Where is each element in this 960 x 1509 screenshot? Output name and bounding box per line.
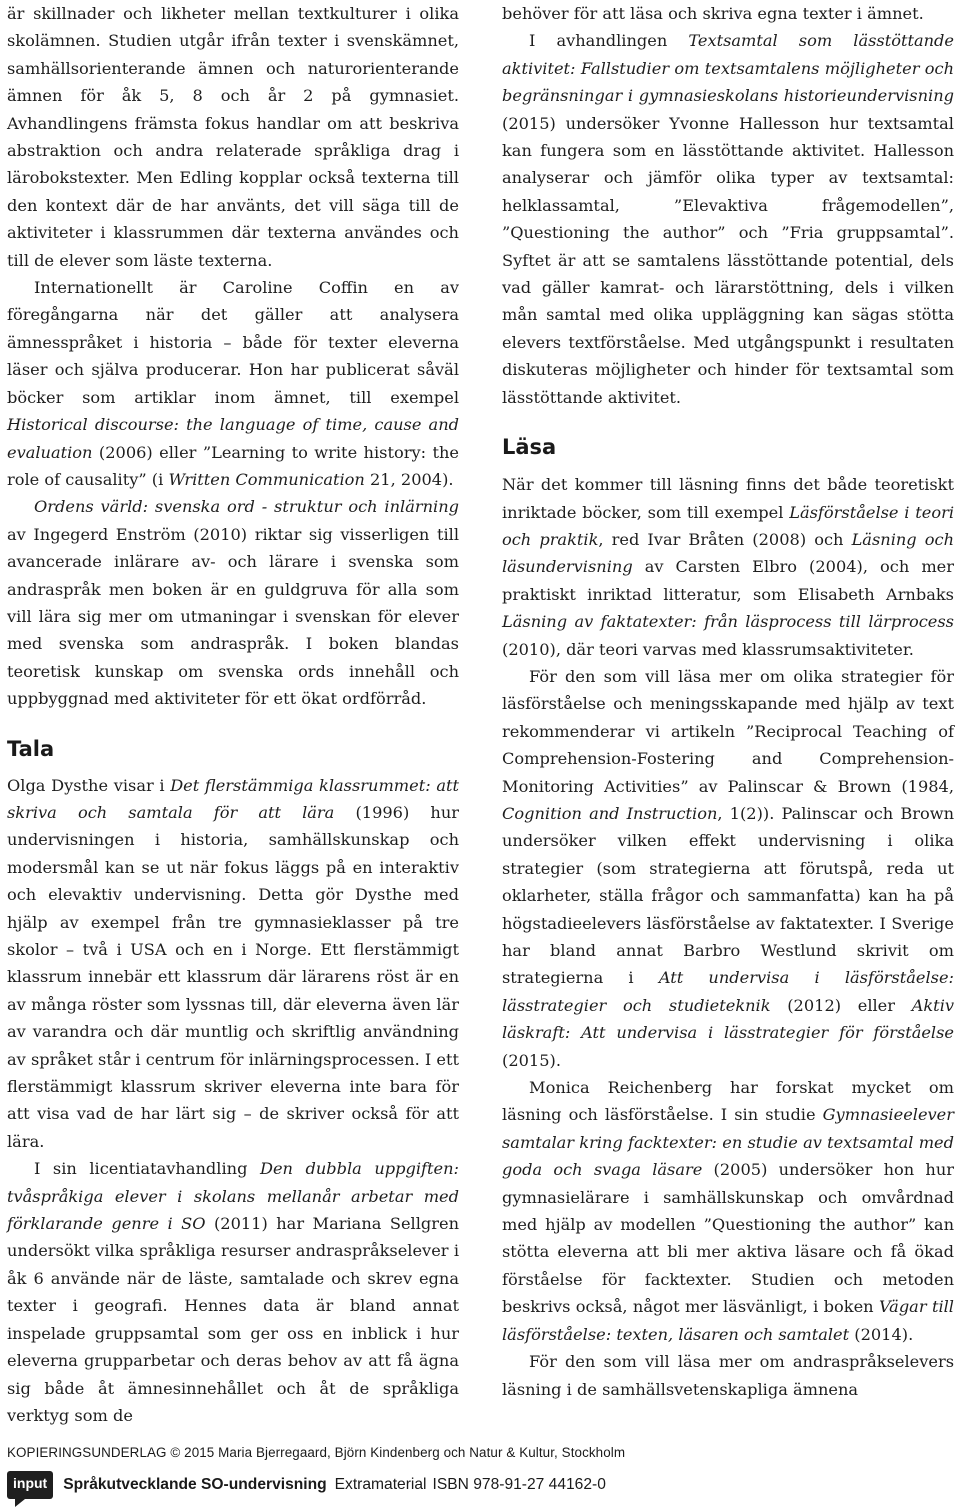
book-title: Att undervisa i läsförståelse: lässtrategier och studieteknik bbox=[502, 968, 954, 1015]
book-title: Läsning av faktatexter: från läsprocess till lärprocess bbox=[502, 612, 954, 632]
book-title: Den dubbla uppgiften: tvåspråkiga elever i skolans mellanår arbetar med förklarande genre i SO bbox=[7, 1159, 459, 1234]
right-column bbox=[502, 0, 954, 1403]
book-title: Ordens värld: svenska ord - struktur och inlärning bbox=[34, 497, 459, 517]
journal-title: Written Communication bbox=[168, 469, 365, 489]
paragraph-dysthe: Olga Dysthe visar i Det flerstämmiga klassrummet: att skriva och samtala för att lära (1996) hur undervisningen i historia, samhällskunskap och modersmål kan se ut när fokus läggs på en interaktiv och elevaktiv undervisning. Detta gör Dysthe med hjälp av exempel från tre gymnasieklasser på tre skolor – två i USA och en i Norge. Ett flerstämmigt klassrum innebär ett klassrum där lärarens röst är en av många röster som lyssnas till, där eleverna även lär av varandra och där muntlig och skriftlig användning av språket står i centrum för inlärningsprocessen. I ett flerstämmigt klassrum skriver eleverna inte bara för att visa vad de har lärt sig – de skriver också för att lära. bbox=[7, 775, 459, 1151]
journal-title: Cognition and Instruction bbox=[502, 803, 718, 823]
paragraph-sellgren: I sin licentiatavhandling Den dubbla uppgiften: tvåspråkiga elever i skolans mellanår arbetar med förklarande genre i SO (2011) har Mariana Sellgren undersökt vilka språkliga resurser andraspråkselever i åk 6 använde när de läste, samtalade och skrev egna texter i geografi. Hennes data är bland annat inspelade gruppsamtal som ger oss en inblick i hur eleverna grupparbetar och deras behov av att få ägna sig både åt ämnesinnehållet och åt de språkliga verktyg som de bbox=[7, 1159, 459, 1425]
paragraph-hallesson: I avhandlingen Textsamtal som lässtöttande aktivitet: Fallstudier om textsamtalens möjligheter och begränsningar i gymnasieskolans historieundervisning (2015) undersöker Yvonne Hallesson hur textsamtal kan fungera som en lässtöttande aktivitet. Hallesson analyserar och jämför olika typer av textsamtal: helklassamtal, ”Elevaktiva frågemodellen”, ”Questioning the author” och ”Fria gruppsamtal”. Syftet är att se samtalens lässtöttande potential, dels vad gäller kamrat- och lärarstöttning, dels i vilken mån samtal med olika uppläggning kan sägas stötta elevers textförståelse. Med utgångspunkt i resultaten diskuteras möjligheter och hinder för textsamtal som lässtöttande aktivitet. bbox=[502, 31, 954, 407]
book-title: Gymnasieelever samtalar kring facktexter: en studie av textsamtal med goda och svaga läsare bbox=[502, 1105, 954, 1180]
book-title: Läsning och läsundervisning bbox=[502, 529, 954, 577]
paragraph-reichenberg: Monica Reichenberg har forskat mycket om läsning och läsförståelse. I sin studie Gymnasieelever samtalar kring facktexter: en studie av textsamtal med goda och svaga läsare (2005) undersöker hon hur gymnasielärare i samhällskunskap och omvårdnad med hjälp av modellen ”Questioning the author” kan stötta eleverna att bli mer aktiva läsare och få ökad förståelse för facktexter. Studien och metoden beskrivs också, något mer läsvänligt, i boken Vägar till läsförståelse: texten, läsaren och samtalet (2014). bbox=[502, 1078, 955, 1344]
extramaterial-label: Extramaterial bbox=[334, 1476, 427, 1493]
paragraph-strategier: För den som vill läsa mer om olika strategier för läsförståelse och meningsskapande med hjälp av text rekommenderar vi artikeln ”Reciprocal Teaching of Comprehension-Fostering and Comprehension-Monitoring Activities” av Palinscar & Brown (1984, Cognition and Instruction, 1(2)). Palinscar och Brown undersöker vilken effekt undervisning i olika strategier (som strategierna att förutspå, reda ut oklarheter, ställa frågor och sammanfatta) kan ha på högstadieelevers läsförståelse av faktatexter. I Sverige har bland annat Barbro Westlund skrivit om strategierna i Att undervisa i läsförståelse: lässtrategier och studieteknik (2012) eller Aktiv läskraft: Att undervisa i lässtrategier för förståelse (2015). bbox=[502, 666, 955, 1070]
section-heading-lasa: Läsa bbox=[502, 435, 557, 460]
book-title: Historical discourse: the language of time, cause and evaluation bbox=[7, 415, 459, 462]
copyright-line: KOPIERINGSUNDERLAG © 2015 Maria Bjerregaard, Björn Kindenberg och Natur & Kultur, Stockholm bbox=[7, 1445, 626, 1460]
paragraph-continuation: behöver för att läsa och skriva egna texter i ämnet. bbox=[502, 4, 924, 23]
book-title: Vägar till läsförståelse: texten, läsaren och samtalet bbox=[502, 1297, 954, 1344]
book-title: Textsamtal som lässtöttande aktivitet: Fallstudier om textsamtalens möjligheter och begränsningar i gymnasieskolans historieundervisning bbox=[502, 31, 954, 106]
page-footer bbox=[7, 1443, 957, 1499]
paragraph-textkulturer: är skillnader och likheter mellan textkulturer i olika skolämnen. Studien utgår ifrån texter i svenskämnet, samhällsorienterande ämnen och naturorienterande ämnen för åk 5, 8 och år 2 på gymnasiet. Avhandlingens främsta fokus handlar om att beskriva abstraktion och andra relaterade språkliga drag i lärobokstexter. Men Edling kopplar också texterna till den kontext där de har använts, det vill säga till de aktiviteter i klassrummen där texterna användes och till de elever som läste texterna. bbox=[7, 4, 459, 270]
paragraph-enstrom: Ordens värld: svenska ord - struktur och inlärning av Ingegerd Enström (2010) riktar sig visserligen till avancerade inlärare av- och lärare i svenska som andraspråk men boken är en guldgruva för alla som vill lära sig mer om utmaningar i svenskan för elever med svenska som andraspråk. I boken blandas teoretisk kunskap om svenska ords innehåll och uppbyggnad med aktiviteter för ett ökat ordförråd. bbox=[7, 497, 459, 709]
book-title: Läsförståelse i teori och praktik bbox=[502, 502, 954, 549]
book-title: Det flerstämmiga klassrummet: att skriva och samtala för att lära bbox=[7, 775, 459, 822]
book-title: Aktiv läskraft: Att undervisa i lässtrategier för förståelse bbox=[502, 995, 955, 1043]
brand-line bbox=[7, 1471, 957, 1499]
book-title-footer: Språkutvecklande SO-undervisning bbox=[63, 1476, 327, 1493]
isbn-label: ISBN 978-91-27 44162-0 bbox=[432, 1476, 606, 1493]
paragraph-andrasprak: För den som vill läsa mer om andraspråkselevers läsning i de samhällsvetenskapliga ämnena bbox=[502, 1352, 954, 1399]
input-logo: input bbox=[7, 1471, 53, 1499]
paragraph-coffin: Internationellt är Caroline Coffin en av föregångarna när det gäller att analysera ämnesspråket i historia – både för texter eleverna läser och själva producerar. Hon har publicerat såväl böcker som artiklar inom ämnet, till exempel Historical discourse: the language of time, cause and evaluation (2006) eller ”Learning to write history: the role of causality” (i Written Communication 21, 2004). bbox=[7, 278, 459, 489]
section-heading-tala: Tala bbox=[7, 736, 55, 761]
paragraph-lasning: När det kommer till läsning finns det både teoretiskt inriktade böcker, som till exempel Läsförståelse i teori och praktik, red Ivar Bråten (2008) och Läsning och läsundervisning av Carsten Elbro (2004), och mer praktiskt inriktad litteratur, som Elisabeth Arnbaks Läsning av faktatexter: från läsprocess till lärprocess (2010), där teori varvas med klassrumsaktiviteter. bbox=[502, 475, 954, 659]
left-column bbox=[7, 0, 459, 1429]
